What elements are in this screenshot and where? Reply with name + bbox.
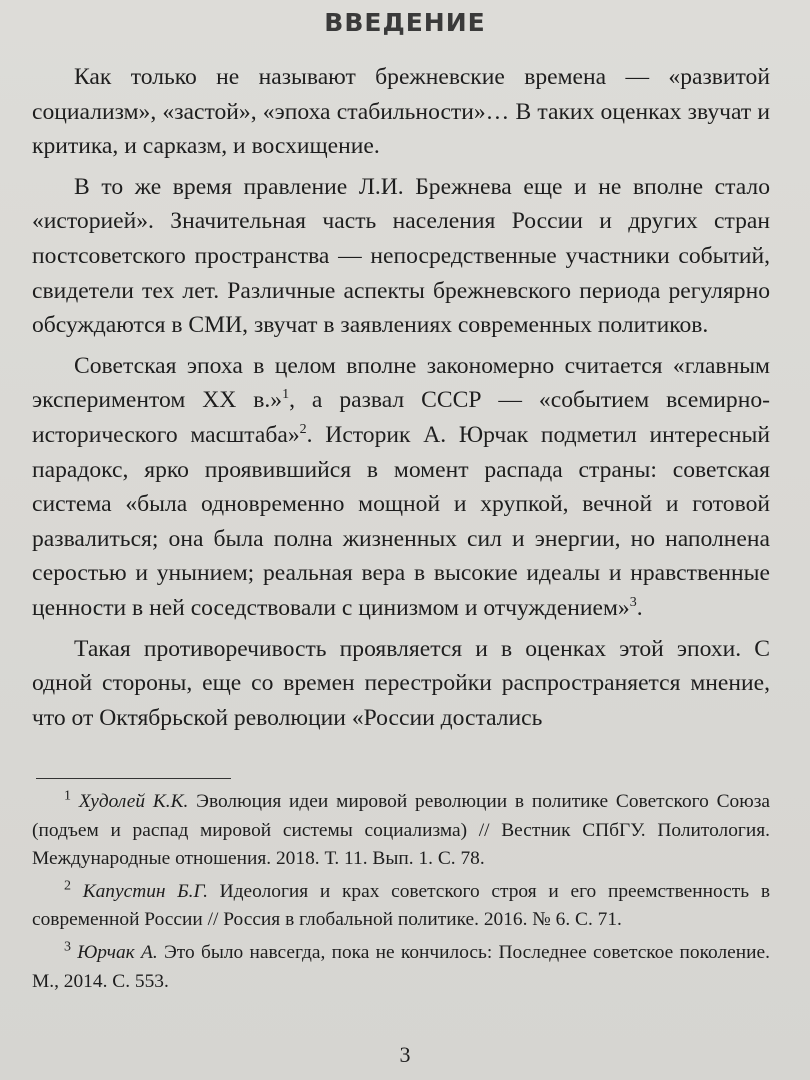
page-number: 3 <box>399 1042 411 1067</box>
footnote-1 <box>32 788 770 874</box>
footnote-ref-1: 1 <box>282 387 290 403</box>
footnote-ref-3: 3 <box>629 595 637 611</box>
footnote-1-text: Эволюция идеи мировой революции в политике Советского Союза (подъем и распад мировой системы социализма) // Вестник СПбГУ. Политология. Международные отношения. 2018. Т. 11. Вып. 1. С. 78. <box>32 791 770 870</box>
footnote-mark-2: 2 <box>64 878 71 894</box>
footnote-2 <box>32 878 770 935</box>
footnote-3-text: Это было навсегда, пока не кончилось: Последнее советское поколение. М., 2014. С. 553. <box>32 941 770 992</box>
paragraph-3-part-c: . Историк А. Юрчак подметил интересный парадокс, ярко проявившийся в момент распада страны: советская система «была одновременно мощной и хрупкой, вечной и готовой развалиться; она была полна жизненных сил и энергии, но наполнена серостью и унынием; реальная вера в высокие идеалы и нравственные ценности в ней соседствовали с цинизмом и отчуждением» <box>32 421 770 621</box>
paragraph-2: В то же время правление Л.И. Брежнева еще и не вполне стало «историей». Значительная часть населения России и других стран постсоветского пространства — непосредственные участники событий, свидетели тех лет. Различные аспекты брежневского периода регулярно обсуждаются в СМИ, звучат в заявлениях современных политиков. <box>32 173 770 339</box>
footnote-mark-1: 1 <box>64 788 71 804</box>
footnote-2-author: Капустин Б.Г. <box>82 880 208 902</box>
footnote-3 <box>32 939 770 996</box>
chapter-heading: ВВЕДЕНИЕ <box>324 8 486 37</box>
footnote-2-text: Идеология и крах советского строя и его преемственность в современной России // Россия в глобальной политике. 2016. № 6. С. 71. <box>32 880 770 931</box>
footnotes <box>32 788 770 1000</box>
paragraph-3-part-b: , а развал СССР — «событием всемирно-исторического масштаба» <box>32 387 770 448</box>
footnote-divider <box>36 778 231 779</box>
paragraph-4: Такая противоречивость проявляется и в оценках этой эпохи. С одной стороны, еще со времен перестройки распространяется мнение, что от Октябрьской революции «России достались <box>32 635 770 731</box>
footnote-1-author: Худолей К.К. <box>78 791 189 812</box>
footnote-ref-2: 2 <box>299 422 307 438</box>
footnote-mark-3: 3 <box>64 939 71 955</box>
paragraph-1: Как только не называют брежневские времена — «развитой социализм», «застой», «эпоха стабильности»… В таких оценках звучат и критика, и сарказм, и восхищение. <box>32 64 770 160</box>
paragraph-3 <box>32 349 770 626</box>
paragraph-3-part-a: Советская эпоха в целом вполне закономерно считается «главным экспериментом XX в.» <box>32 352 770 414</box>
footnote-3-author: Юрчак А. <box>77 941 158 963</box>
paragraph-3-part-d: . <box>636 594 643 621</box>
main-text <box>32 60 770 741</box>
